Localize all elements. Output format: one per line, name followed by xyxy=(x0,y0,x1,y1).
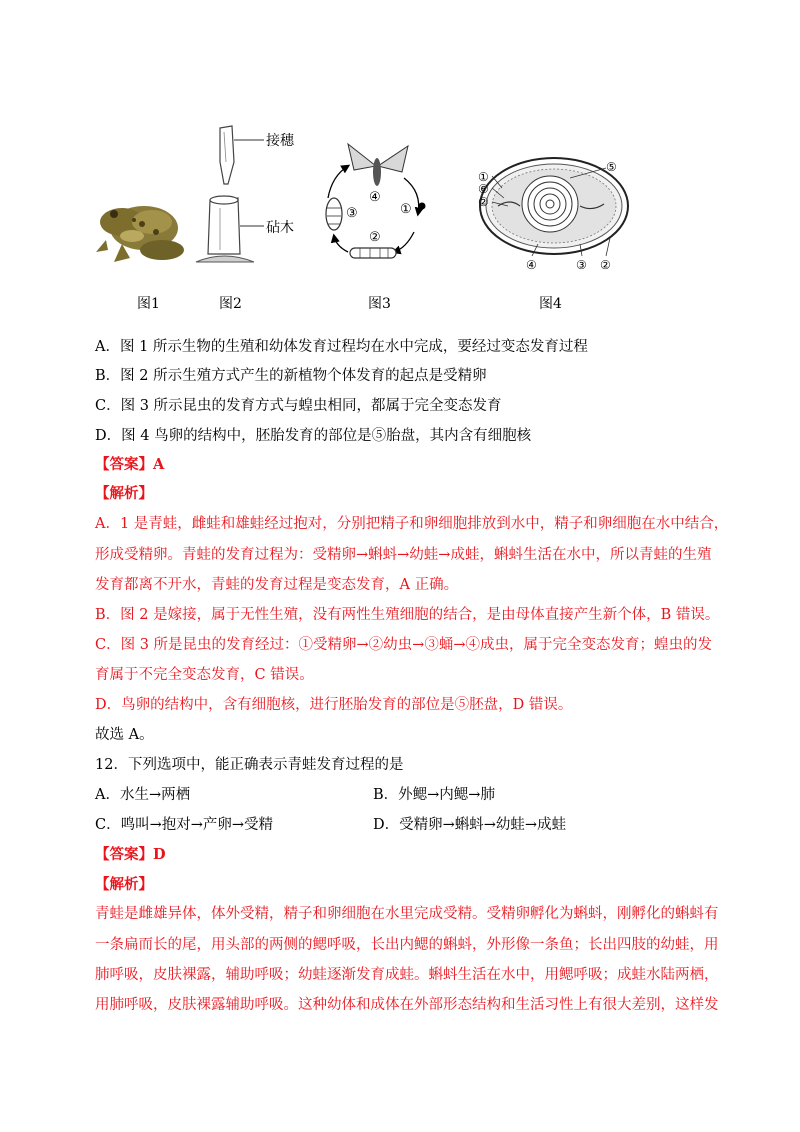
fig4-marker-5: ⑤ xyxy=(606,160,617,174)
q12-answer: 【答案】D xyxy=(95,846,166,863)
q11-option-d: D．图 4 鸟卵的结构中，胚胎发育的部位是⑤胎盘，其内含有细胞核 xyxy=(95,428,532,444)
q12-analysis-line: 青蛙是雌雄异体，体外受精，精子和卵细胞在水里完成受精。受精卵孵化为蝌蚪，刚孵化的蝌蚪有 xyxy=(95,906,719,922)
figure-3-caption: 图3 xyxy=(368,296,391,312)
q12-option-a: A．水生→两栖 xyxy=(95,787,191,803)
q12-analysis-line: 用肺呼吸，皮肤裸露辅助呼吸。这种幼体和成体在外部形态结构和生活习性上有很大差别，这样发 xyxy=(95,997,719,1013)
fig4-marker-3: ③ xyxy=(576,258,587,272)
fig4-marker-2: ② xyxy=(478,195,489,209)
scion-label: 接穗 xyxy=(266,133,294,149)
q12-analysis-line: 一条扁而长的尾，用头部的两侧的鳃呼吸，长出内鳃的蝌蚪，外形像一条鱼；长出四肢的幼蛙，用 xyxy=(95,937,719,953)
fig4-marker-4: ④ xyxy=(526,258,537,272)
fig3-marker-4: ④ xyxy=(369,190,381,205)
q11-analysis-line: D．鸟卵的结构中，含有细胞核，进行胚胎发育的部位是⑤胚盘，D 错误。 xyxy=(95,697,573,713)
q11-option-c: C．图 3 所示昆虫的发育方式与蝗虫相同，都属于完全变态发育 xyxy=(95,398,502,414)
frog-image xyxy=(92,192,188,270)
q12-option-d: D．受精卵→蝌蚪→幼蛙→成蛙 xyxy=(373,817,567,833)
figure-1-caption: 图1 xyxy=(137,296,160,312)
q11-option-a: A．图 1 所示生物的生殖和幼体发育过程均在水中完成，要经过变态发育过程 xyxy=(95,339,588,355)
q12-option-c: C．鸣叫→抱对→产卵→受精 xyxy=(95,817,274,833)
q11-analysis-line: 育属于不完全变态发育，C 错误。 xyxy=(95,667,314,683)
q12-analysis-label: 【解析】 xyxy=(95,876,153,893)
fig3-marker-2: ② xyxy=(369,230,381,245)
q11-option-b: B．图 2 所示生殖方式产生的新植物个体发育的起点是受精卵 xyxy=(95,368,487,384)
q12-analysis-line: 肺呼吸，皮肤裸露，辅助呼吸；幼蛙逐渐发育成蛙。蝌蚪生活在水中，用鳃呼吸；成蛙水陆两栖， xyxy=(95,967,719,983)
q11-analysis-line: A．1 是青蛙，雌蛙和雄蛙经过抱对，分别把精子和卵细胞排放到水中，精子和卵细胞在水中结合， xyxy=(95,516,729,532)
q11-analysis-line: 形成受精卵。青蛙的发育过程为：受精卵→蝌蚪→幼蛙→成蛙，蝌蚪生活在水中，所以青蛙的生殖 xyxy=(95,547,712,563)
q11-answer: 【答案】A xyxy=(95,456,165,473)
q11-analysis-line: C．图 3 所是昆虫的发育经过：①受精卵→②幼虫→③蛹→④成虫，属于完全变态发育；蝗虫的发 xyxy=(95,637,712,653)
fig3-marker-1: ① xyxy=(400,202,412,217)
fig3-marker-3: ③ xyxy=(346,206,358,221)
q11-analysis-label: 【解析】 xyxy=(95,485,153,502)
fig4-marker-1: ① xyxy=(478,170,489,184)
q11-conclusion: 故选 A。 xyxy=(95,727,154,743)
fig4-marker-2b: ② xyxy=(600,258,611,272)
q11-analysis-line: B．图 2 是嫁接，属于无性生殖，没有两性生殖细胞的结合，是由母体直接产生新个体，B 错误。 xyxy=(95,607,720,623)
q12-option-b: B．外鳃→内鳃→肺 xyxy=(373,787,495,803)
q12-stem: 12．下列选项中，能正确表示青蛙发育过程的是 xyxy=(95,757,404,773)
figure-2-caption: 图2 xyxy=(219,296,242,312)
figure-4-caption: 图4 xyxy=(539,296,562,312)
rootstock-label: 砧木 xyxy=(266,220,294,236)
q11-analysis-line: 发育都离不开水，青蛙的发育过程是变态发育，A 正确。 xyxy=(95,577,459,593)
fig4-marker-6: ⑥ xyxy=(478,182,489,196)
